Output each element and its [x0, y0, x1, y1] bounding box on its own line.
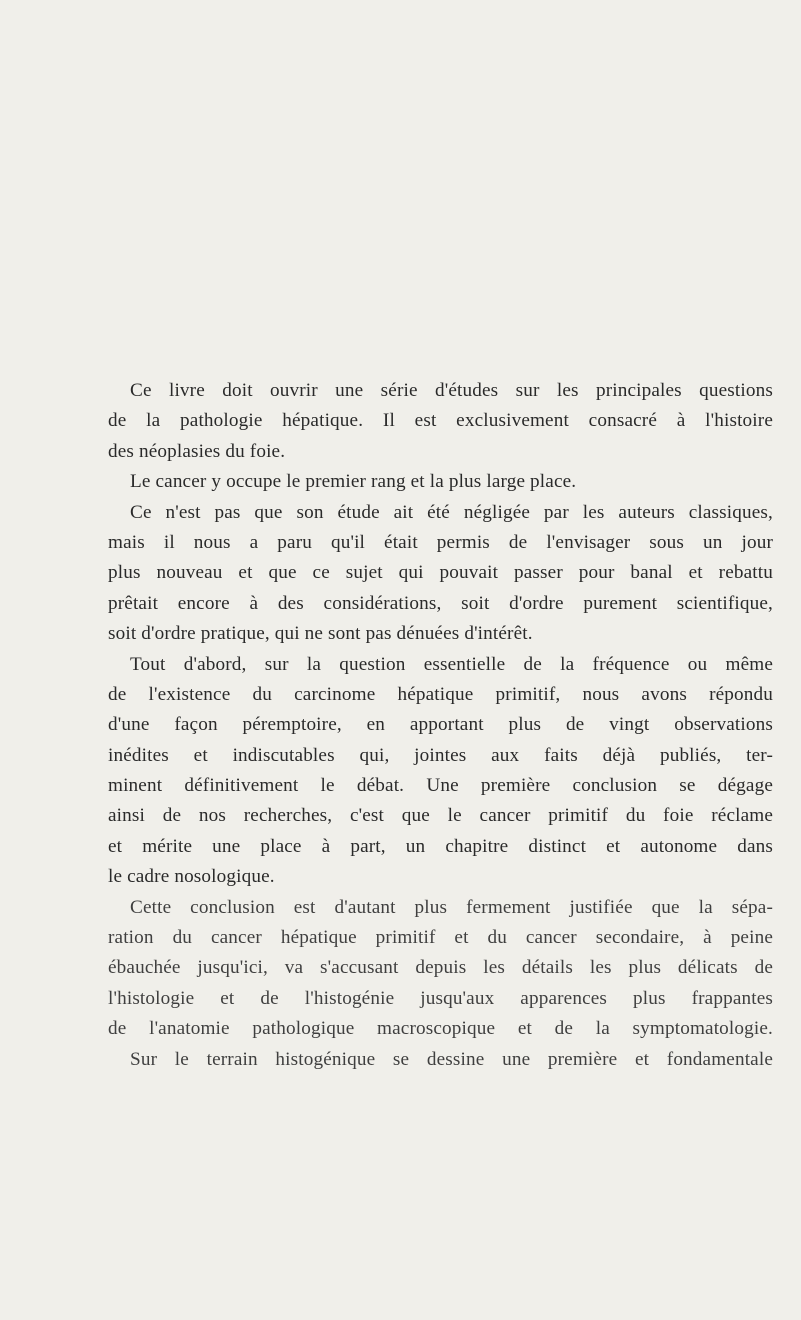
text-line: de la pathologie hépatique. Il est exclusivement consacré à l'histoire: [108, 410, 773, 432]
body-text: [108, 376, 773, 1075]
text-line: Ce n'est pas que son étude ait été négligée par les auteurs classiques,: [130, 501, 773, 523]
text-line: et mérite une place à part, un chapitre distinct et autonome dans: [108, 835, 773, 857]
text-line: soit d'ordre pratique, qui ne sont pas dénuées d'intérêt.: [108, 623, 533, 645]
text-line: plus nouveau et que ce sujet qui pouvait passer pour banal et rebattu: [108, 562, 773, 584]
text-line: de l'existence du carcinome hépatique primitif, nous avons répondu: [108, 683, 773, 705]
text-line: d'une façon péremptoire, en apportant plus de vingt observations: [108, 714, 773, 736]
text-line: Sur le terrain histogénique se dessine une première et fondamentale: [130, 1048, 773, 1070]
text-line: mais il nous a paru qu'il était permis de l'envisager sous un jour: [108, 531, 773, 553]
text-line: ébauchée jusqu'ici, va s'accusant depuis les détails les plus délicats de: [108, 957, 773, 979]
text-line: prêtait encore à des considérations, soit d'ordre purement scientifique,: [108, 592, 773, 614]
text-line: Tout d'abord, sur la question essentielle de la fréquence ou même: [130, 653, 773, 675]
text-line: Le cancer y occupe le premier rang et la plus large place.: [130, 471, 577, 493]
text-line: inédites et indiscutables qui, jointes aux faits déjà publiés, ter-: [108, 744, 773, 766]
text-line: minent définitivement le débat. Une première conclusion se dégage: [108, 775, 773, 797]
text-line: ration du cancer hépatique primitif et du cancer secondaire, à peine: [108, 927, 773, 949]
text-line: le cadre nosologique.: [108, 866, 275, 888]
text-line: de l'anatomie pathologique macroscopique et de la symptomatologie.: [108, 1018, 773, 1040]
text-line: l'histologie et de l'histogénie jusqu'aux apparences plus frappantes: [108, 987, 773, 1009]
text-line: Ce livre doit ouvrir une série d'études sur les principales questions: [130, 380, 773, 401]
text-line: ainsi de nos recherches, c'est que le cancer primitif du foie réclame: [108, 805, 773, 827]
text-line: Cette conclusion est d'autant plus fermement justifiée que la sépa-: [130, 896, 773, 918]
text-line: des néoplasies du foie.: [108, 440, 286, 462]
